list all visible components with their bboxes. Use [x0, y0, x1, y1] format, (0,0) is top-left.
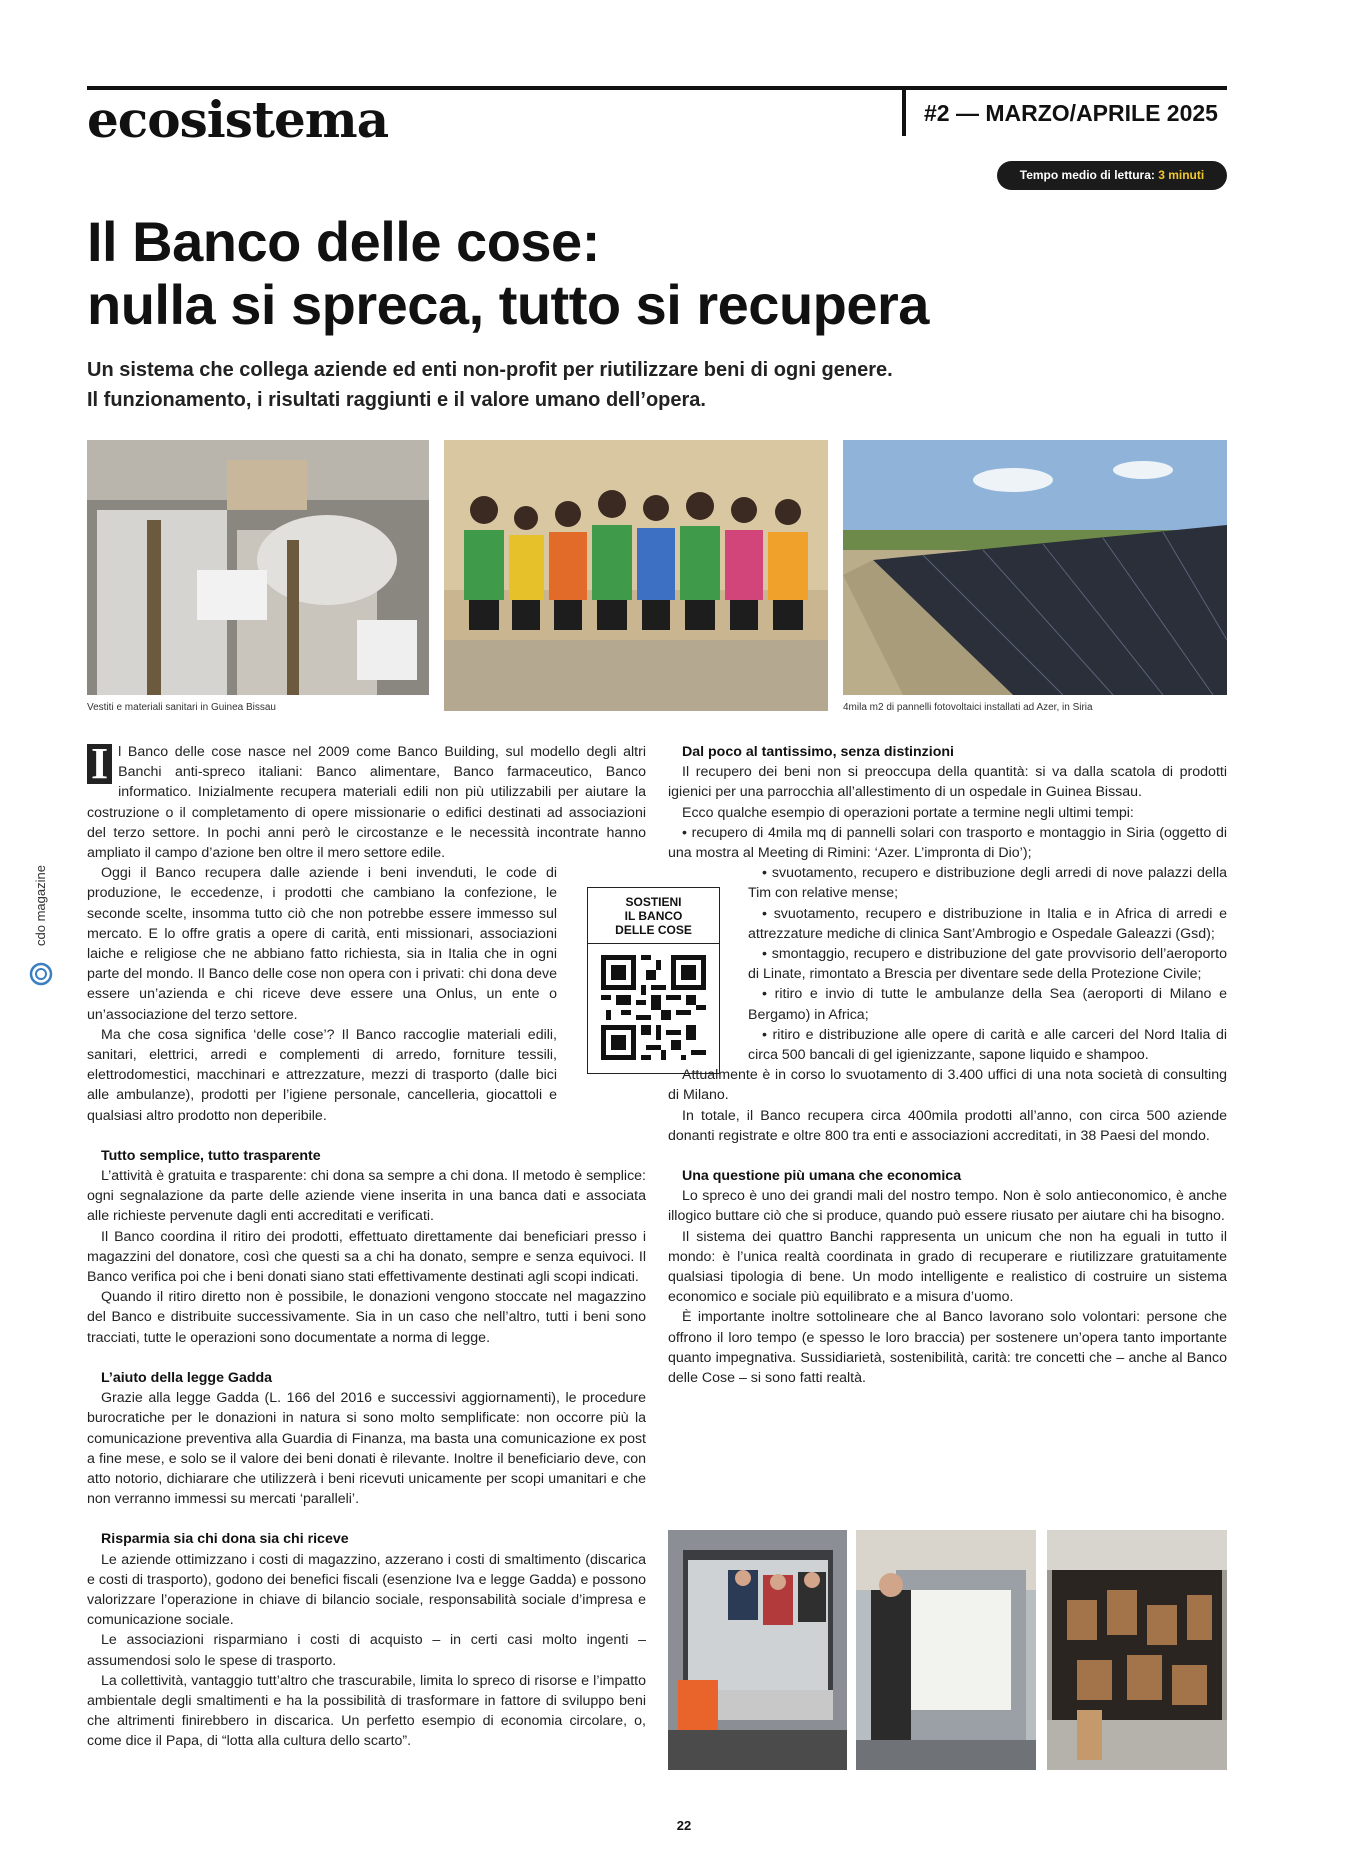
- bullet-item: • smontaggio, recupero e distribuzione del gate provvisorio dell’aeroporto di Linate, rimontato a Brescia per diventare sede della Protezione Civile;: [748, 946, 1227, 983]
- qr-label: SOSTIENI IL BANCO DELLE COSE: [615, 895, 692, 937]
- paragraph: Le aziende ottimizzano i costi di magazzino, azzerano i costi di smaltimento (discarica e costi di trasporto), godono dei benefici fiscali (esenzione Iva e legge Gadda) e possono valorizzare l’operazione in chiave di bilancio sociale, responsabilità sociale d’impresa e comunicazione sociale.: [87, 1551, 646, 1629]
- photo-truck-volunteers: [668, 1530, 847, 1770]
- article-subtitle: [87, 355, 1227, 415]
- paragraph: Oggi il Banco recupera dalle aziende i beni invenduti, le code di produzione, le eccedenze, i prodotti che cambiano la confezione, le seconde scelte, insomma tutto ciò che non potrebbe essere immesso sul mercato. E lo offre gratis a opere di carità, enti missionari, associazioni laiche e religiose che ne abbiano fatto richiesta, sia in Italia che in ogni parte del mondo. Il Banco delle cose non opera con i privati: chi dona deve essere un’azienda e chi riceve deve essere una Onlus, un ente o un’associazione del terzo settore.: [87, 865, 557, 1023]
- brand-text: cdo magazine: [33, 865, 48, 946]
- issue-divider: [902, 90, 906, 136]
- paragraph: In totale, il Banco recupera circa 400mila prodotti all’anno, con circa 500 aziende donanti registrate e oltre 800 tra enti e associazioni accreditati, in 38 Paesi del mondo.: [668, 1107, 1227, 1144]
- paragraph: Grazie alla legge Gadda (L. 166 del 2016 e successivi aggiornamenti), le procedure burocratiche per le donazioni in natura si sono molto semplificate: non occorre più la comunicazione preventiva alla Guardia di Finanza, ma basta una comunicazione ex post a fine mese, e solo se il valore dei beni donati è rilevante. Inoltre il beneficiario deve, con atto notorio, dichiarare che utilizzerà i beni ricevuti unicamente per scopi umanitari e che non verranno immessi su mercati ‘paralleli’.: [87, 1390, 646, 1508]
- paragraph: Ecco qualche esempio di operazioni portate a termine negli ultimi tempi:: [682, 804, 1134, 821]
- dropcap: I: [87, 744, 112, 784]
- bullet-item: • ritiro e distribuzione alle opere di carità e alle carceri del Nord Italia di circa 500 bancali di gel igienizzante, sapone liquido e shampoo.: [748, 1026, 1227, 1064]
- issue-label: #2 — MARZO/APRILE 2025: [924, 100, 1218, 126]
- paragraph: Il Banco coordina il ritiro dei prodotti, effettuato direttamente dai beneficiari presso i magazzini del donatore, così che questi sa a chi ha donato, sempre e senza equivoci. Il Banco verifica poi che i beni donati siano stati effettivamente destinati agli scopi indicati.: [87, 1228, 646, 1286]
- paragraph: Il sistema dei quattro Banchi rappresenta un unicum che non ha eguali in tutto il mondo: è l’unica realtà coordinata in grado di recuperare e riutilizzare gratuitamente qualsiasi tipologia di bene. Un modo intelligente e realistico di costruire un sistema economico e sociale più equilibrato e a misura d’uomo.: [668, 1228, 1227, 1306]
- photo-chairs-van: [1047, 1530, 1227, 1770]
- bullet-item: • svuotamento, recupero e distribuzione in Italia e in Africa di arredi e attrezzature mediche di clinica Sant’Ambrogio e Ospedale Galeazzi (Gsd);: [748, 905, 1227, 942]
- title-line-1: Il Banco delle cose:: [87, 210, 600, 273]
- subheading: Una questione più umana che economica: [682, 1168, 962, 1185]
- subheading: Tutto semplice, tutto trasparente: [101, 1147, 321, 1164]
- paragraph: L’attività è gratuita e trasparente: chi dona sa sempre a chi dona. Il metodo è semplice: ogni segnalazione da parte delle aziende viene inserita in una banca dati e associata alle richieste pervenute dagli enti accreditati e verificati.: [87, 1168, 646, 1225]
- subheading: L’aiuto della legge Gadda: [101, 1369, 273, 1386]
- photo-supplies-guinea: [87, 440, 429, 695]
- paragraph: È importante inoltre sottolineare che al Banco lavorano solo volontari: persone che offrono il loro tempo (e spesso le loro braccia) per sostenere un’opera tanto importante quanto impegnativa. Sussidiarietà, sostenibilità, carità: tre concetti che – anche al Banco delle Cose – si sono fatti realtà.: [668, 1309, 1227, 1387]
- article-column-2: [668, 742, 1227, 1388]
- subtitle-line-2: Il funzionamento, i risultati raggiunti e il valore umano dell’opera.: [87, 389, 706, 411]
- intro-paragraph: I l Banco delle cose nasce nel 2009 come Banco Building, sul modello degli altri Banchi anti-spreco italiani: Banco alimentare, Banco farmaceutico, Banco informatico. Inizialmente recupera materiali edili non più utilizzabili per aiutare la costruzione o il completamento di opere missionarie o edifici destinati ad associazioni del terzo settore. In pochi anni però le circostanze e le necessità incontrate hanno ampliato il campo d’azione ben oltre il mero settore edile.: [87, 739, 646, 862]
- paragraph: Le associazioni risparmiano i costi di acquisto – in certi casi molto ingenti – assumendosi solo le spese di trasporto.: [87, 1632, 646, 1669]
- paragraph: La collettività, vantaggio tutt’altro che trascurabile, limita lo spreco di risorse e l’impatto ambientale degli smaltimenti e ha la possibilità di trasformare in fattore di sviluppo beni che altrimenti finirebbero in discarica. Un perfetto esempio di economia circolare, o, come dice il Papa, di “lotta alla cultura dello scarto”.: [87, 1672, 646, 1750]
- title-line-2: nulla si spreca, tutto si recupera: [87, 273, 929, 336]
- cdo-logo-icon: [31, 964, 51, 984]
- bullet-item: • svuotamento, recupero e distribuzione degli arredi di nove palazzi della Tim con relative mense;: [748, 865, 1227, 902]
- wrapped-text: [87, 863, 557, 1126]
- page-number: 22: [676, 1818, 692, 1833]
- section-title: ecosistema: [87, 90, 389, 149]
- photo-children: [444, 440, 828, 711]
- article-title: [87, 210, 1227, 336]
- reading-time-value: 3 minuti: [1158, 168, 1205, 182]
- subtitle-line-1: Un sistema che collega aziende ed enti non-profit per riutilizzare beni di ogni genere.: [87, 359, 893, 381]
- paragraph: Quando il ritiro diretto non è possibile, le donazioni vengono stoccate nel magazzino del Banco e distribuite successivamente. Sia in un caso che nell’altro, tutti i beni sono tracciati, tutte le operazioni sono documentate a norma di legge.: [87, 1289, 646, 1346]
- sidebar-brand: [27, 856, 55, 986]
- photo-van: [856, 1530, 1036, 1770]
- paragraph: Ma che cosa significa ‘delle cose’? Il Banco raccoglie materiali edili, sanitari, elettrici, arredi e complementi di arredo, forniture tessili, elettrodomestici, macchinari e attrezzature, mezzi di trasporto (dalle bici alle ambulanze), prodotti per l’igiene personale, cancelleria, giocattoli e qualsiasi altro prodotto non deperibile.: [87, 1026, 557, 1124]
- photo-solar-panels: [843, 440, 1227, 695]
- paragraph: Il recupero dei beni non si preoccupa della quantità: si va dalla scatola di prodotti igienici per una parrocchia all’allestimento di un ospedale in Guinea Bissau.: [668, 764, 1227, 801]
- article-column-1: [87, 739, 646, 1752]
- subheading: Dal poco al tantissimo, senza distinzioni: [682, 744, 954, 760]
- paragraph: Attualmente è in corso lo svuotamento di 3.400 uffici di una nota società di consulting di Milano.: [668, 1067, 1227, 1104]
- photo3-caption: 4mila m2 di pannelli fotovoltaici installati ad Azer, in Siria: [843, 702, 1093, 713]
- subheading: Risparmia sia chi dona sia chi riceve: [101, 1531, 349, 1548]
- paragraph: Lo spreco è uno dei grandi mali del nostro tempo. Non è solo antieconomico, è anche illogico buttare ciò che si produce, quando può essere riusato per aiutare chi ha bisogno.: [668, 1188, 1227, 1225]
- photo1-caption: Vestiti e materiali sanitari in Guinea Bissau: [87, 702, 276, 713]
- wrapped-bullets: [748, 863, 1227, 1065]
- reading-time-badge: [997, 161, 1227, 190]
- bullet-item: • recupero di 4mila mq di pannelli solari con trasporto e montaggio in Siria (oggetto di una mostra al Meeting di Rimini: ‘Azer. L’impronta di Dio’);: [668, 824, 1227, 862]
- bullet-item: • ritiro e invio di tutte le ambulanze della Sea (aeroporti di Milano e Bergamo) in Africa;: [748, 986, 1227, 1023]
- reading-time-label: Tempo medio di lettura:: [1019, 168, 1155, 182]
